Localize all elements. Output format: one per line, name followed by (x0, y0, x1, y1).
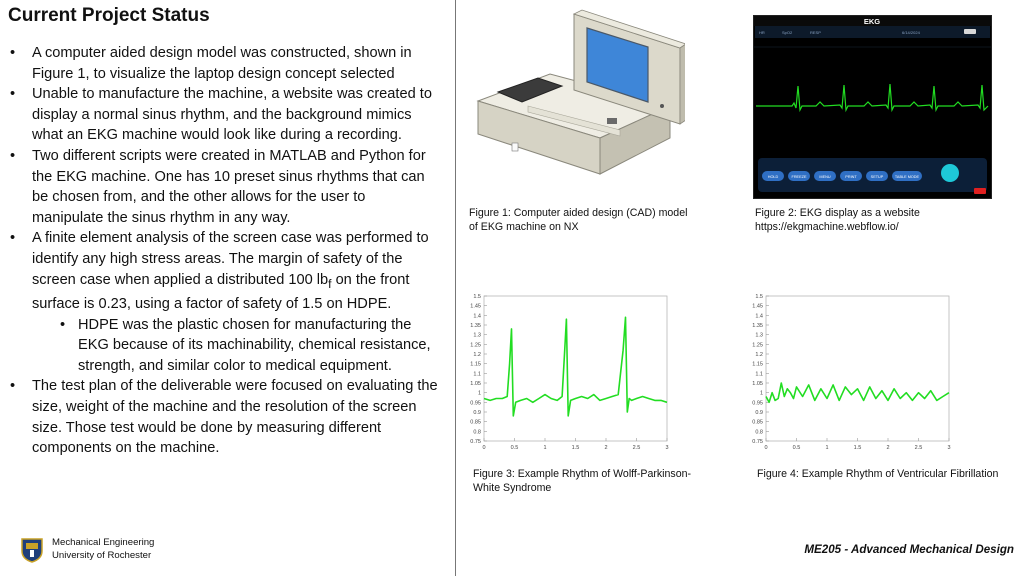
course-label: ME205 - Advanced Mechanical Design (804, 543, 1014, 556)
plot-frame (484, 296, 667, 441)
y-tick-label: 1.1 (473, 371, 481, 378)
fea-text-after: on the front surface is 0.23, using a factor of safety of 1.5 on HDPE. (32, 271, 410, 313)
ekg-header-item: 6/14/2024 (902, 30, 920, 35)
ekg-display-trace (756, 84, 988, 110)
fea-subscript: f (328, 276, 332, 291)
y-tick-label: 1.5 (473, 294, 481, 300)
x-tick-label: 1.5 (853, 445, 862, 451)
bullet-item: • Two different scripts were created in MATLAB and Python for the EKG machine. One has 10 preset sinus rhythms that can be chosen from, and the other allows for the user to manipulate the sinus rhythm in any way. (10, 146, 440, 228)
ekg-header-item: HR (759, 30, 765, 35)
y-tick-label: 1.3 (755, 332, 763, 339)
y-tick-label: 1.15 (752, 361, 763, 368)
x-tick-label: 3 (665, 445, 669, 451)
bullet-item: • The test plan of the deliverable were focused on evaluating the size, weight of the machine and the resolution of the screen size. Those test would be done by measuring different components on the machine. (10, 376, 440, 458)
ekg-button-label: TABLE MODE (894, 175, 920, 179)
ekg-button-label: HOLD (767, 175, 779, 179)
y-tick-label: 1.5 (755, 294, 763, 300)
y-tick-label: 1.3 (473, 332, 481, 339)
university-shield-logo (20, 537, 44, 563)
figure2-caption-title: Figure 2: EKG display as a website (755, 207, 920, 219)
x-tick-label: 3 (947, 445, 951, 451)
figure2-caption-url[interactable]: https://ekgmachine.webflow.io/ (755, 221, 899, 233)
y-tick-label: 1.15 (470, 361, 481, 368)
x-tick-label: 2.5 (914, 445, 923, 451)
ekg-button-label: FREEZE (791, 175, 807, 179)
department-name: Mechanical Engineering (52, 537, 155, 548)
ekg-alarm-button[interactable] (974, 188, 986, 194)
y-tick-label: 1.05 (470, 381, 481, 387)
y-tick-label: 0.85 (752, 419, 763, 426)
bullet-item: • Unable to manufacture the machine, a website was created to display a normal sinus rhythm, and the background mimics what an EKG machine would look like during a recording. (10, 84, 440, 146)
vfib-rhythm-chart (746, 288, 958, 458)
ekg-website-display (753, 15, 992, 199)
y-tick-label: 0.8 (755, 429, 763, 436)
y-tick-label: 1.25 (752, 342, 763, 349)
y-tick-label: 0.9 (755, 410, 763, 416)
figure2-caption (755, 206, 1015, 234)
sub-bullet-list (32, 315, 440, 377)
y-tick-label: 1.35 (752, 323, 763, 329)
plot-frame (766, 296, 949, 441)
x-tick-label: 2 (886, 445, 890, 451)
y-tick-label: 0.75 (752, 439, 763, 445)
figure3-caption: Figure 3: Example Rhythm of Wolff-Parkinson-White Syndrome (473, 468, 692, 494)
y-tick-label: 1.05 (752, 381, 763, 387)
y-tick-label: 1.2 (755, 352, 763, 358)
department-label (52, 536, 154, 562)
wpw-rhythm-chart (464, 288, 676, 458)
y-tick-label: 1.35 (470, 323, 481, 329)
y-tick-label: 1.45 (752, 303, 763, 310)
x-tick-label: 0 (482, 445, 486, 451)
fea-text-before: A finite element analysis of the screen case was performed to identify any high stress areas. The margin of safety of the screen case when applied a distributed 100 lb (32, 230, 429, 288)
bullet-item: • A computer aided design model was constructed, shown in Figure 1, to visualize the laptop design concept selected (10, 43, 440, 84)
ekg-button-label: PRINT (845, 175, 857, 179)
university-name: University of Rochester (52, 550, 152, 561)
ekg-dial-knob[interactable] (941, 164, 959, 182)
y-tick-label: 0.95 (470, 400, 481, 407)
x-tick-label: 2.5 (632, 445, 641, 451)
x-tick-label: 1 (825, 445, 829, 451)
x-tick-label: 0.5 (510, 445, 519, 451)
ekg-button-label: SETUP (870, 175, 884, 179)
y-tick-label: 1.1 (755, 371, 763, 378)
y-tick-label: 0.9 (473, 410, 481, 416)
ekg-display-title: EKG (863, 17, 881, 26)
x-tick-label: 1 (543, 445, 547, 451)
y-tick-label: 1.4 (755, 313, 763, 320)
ekg-header-item: RESP (810, 30, 821, 35)
y-tick-label: 1.2 (473, 352, 481, 358)
ekg-header-item: SpO2 (782, 30, 793, 35)
x-tick-label: 0 (764, 445, 768, 451)
y-tick-label: 0.95 (752, 400, 763, 407)
cad-model-image (470, 6, 685, 176)
bullet-item-fea (10, 228, 440, 376)
figure4-caption: Figure 4: Example Rhythm of Ventricular Fibrillation (757, 468, 999, 480)
bullet-list (10, 43, 440, 459)
y-tick-label: 1.45 (470, 303, 481, 310)
slide-title: Current Project Status (8, 5, 210, 26)
y-tick-label: 1 (759, 390, 763, 397)
x-tick-label: 2 (604, 445, 608, 451)
ekg-battery-icon (964, 29, 976, 34)
x-tick-label: 0.5 (792, 445, 801, 451)
figure1-caption: Figure 1: Computer aided design (CAD) model of EKG machine on NX (469, 207, 688, 233)
y-tick-label: 1.25 (470, 342, 481, 349)
y-tick-label: 0.8 (473, 429, 481, 436)
y-tick-label: 0.85 (470, 419, 481, 426)
column-divider (455, 0, 456, 576)
y-tick-label: 1 (477, 390, 481, 397)
x-tick-label: 1.5 (571, 445, 580, 451)
y-tick-label: 0.75 (470, 439, 481, 445)
ekg-button-label: MENU (819, 175, 831, 179)
y-tick-label: 1.4 (473, 313, 481, 320)
sub-bullet-item: • HDPE was the plastic chosen for manufacturing the EKG because of its machinability, chemical resistance, strength, and similar color to medical equipment. (60, 315, 440, 377)
